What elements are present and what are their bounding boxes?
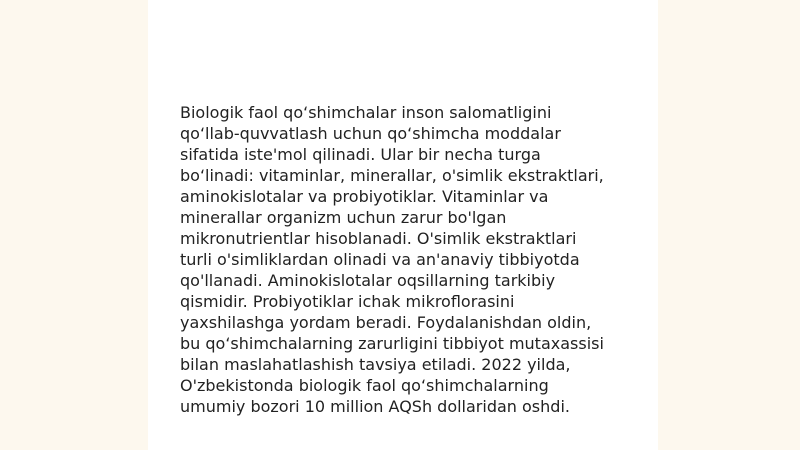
text-line-11: yaxshilashga yordam beradi. Foydalanishdan oldin, (180, 313, 592, 332)
text-line-14: O'zbekistonda biologik faol qo‘shimchalarning (180, 376, 549, 395)
text-line-9: qo'llanadi. Aminokislotalar oqsillarning tarkibiy (180, 271, 556, 290)
text-line-3: sifatida iste'mol qilinadi. Ular bir necha turga (180, 145, 541, 164)
text-line-5: aminokislotalar va probiyotiklar. Vitaminlar va (180, 187, 549, 206)
document-page (148, 0, 658, 450)
text-line-13: bilan maslahatlashish tavsiya etiladi. 2022 yilda, (180, 355, 571, 374)
text-line-8: turli o'simliklardan olinadi va an'anaviy tibbiyotda (180, 250, 580, 269)
text-line-12: bu qo‘shimchalarning zarurligini tibbiyot mutaxassisi (180, 334, 604, 353)
text-line-4: bo‘linadi: vitaminlar, minerallar, o'simlik ekstraktlari, (180, 166, 604, 185)
text-line-1: Biologik faol qo‘shimchalar inson salomatligini (180, 103, 552, 122)
body-paragraph (180, 102, 630, 417)
text-line-10: qismidir. Probiyotiklar ichak mikroflorasini (180, 292, 515, 311)
text-line-15: umumiy bozori 10 million AQSh dollaridan oshdi. (180, 397, 570, 416)
text-line-7: mikronutrientlar hisoblanadi. O'simlik ekstraktlari (180, 229, 577, 248)
text-line-2: qo‘llab-quvvatlash uchun qo‘shimcha moddalar (180, 124, 561, 143)
text-line-6: minerallar organizm uchun zarur bo'lgan (180, 208, 507, 227)
